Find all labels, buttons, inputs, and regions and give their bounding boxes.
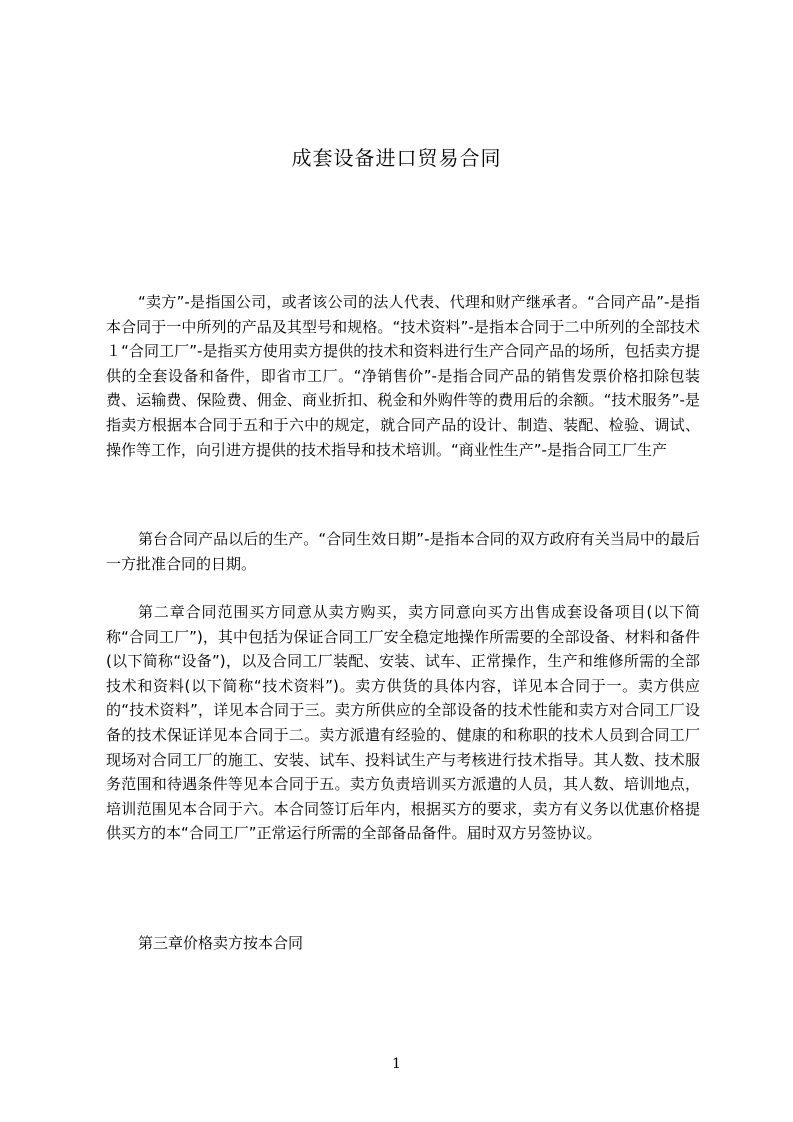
page-title: 成套设备进口贸易合同 xyxy=(291,146,502,170)
paragraph-chapter-3-price: 第三章价格卖方按本合同 xyxy=(138,934,304,952)
paragraph-effective-date: 第台合同产品以后的生产。“合同生效日期”-是指本合同的双方政府有关当局中的最后一方批准合同的日期。 xyxy=(106,530,700,573)
page-number: 1 xyxy=(392,1056,401,1072)
paragraph-definitions: “卖方”-是指国公司，或者该公司的法人代表、代理和财产继承者。“合同产品”-是指本合同于一中所列的产品及其型号和规格。“技术资料”-是指本合同于二中所列的全部技术１“合同工厂”-是指买方使用卖方提供的技术和资料进行生产合同产品的场所，包括卖方提供的全套设备和备件，即省市工厂。“净销售价”-是指合同产品的销售发票价格扣除包装费、运输费、保险费、佣金、商业折扣、税金和外购件等的费用后的余额。“技术服务”-是指卖方根据本合同于五和于六中的规定，就合同产品的设计、制造、装配、检验、调试、操作等工作，向引进方提供的技术指导和技术培训。“商业性生产”-是指合同工厂生产 xyxy=(106,293,700,459)
paragraph-chapter-2-scope: 第二章合同范围买方同意从卖方购买，卖方同意向买方出售成套设备项目(以下简称“合同工厂”)，其中包括为保证合同工厂安全稳定地操作所需要的全部设备、材料和备件(以下简称“设备”)，以及合同工厂装配、安装、试车、正常操作，生产和维修所需的全部技术和资料(以下简称“技术资料”)。卖方供货的具体内容，详见本合同于一。卖方供应的“技术资料”，详见本合同于三。卖方所供应的全部设备的技术性能和卖方对合同工厂设备的技术保证详见本合同于二。卖方派遣有经验的、健康的和称职的技术人员到合同工厂现场对合同工厂的施工、安装、试车、投料试生产与考核进行技术指导。其人数、技术服务范围和待遇条件等见本合同于五。卖方负责培训买方派遣的人员，其人数、培训地点，培训范围见本合同于六。本合同签订后年内，根据买方的要求，卖方有义务以优惠价格提供买方的本“合同工厂”正常运行所需的全部备品备件。届时双方另签协议。 xyxy=(106,603,700,843)
